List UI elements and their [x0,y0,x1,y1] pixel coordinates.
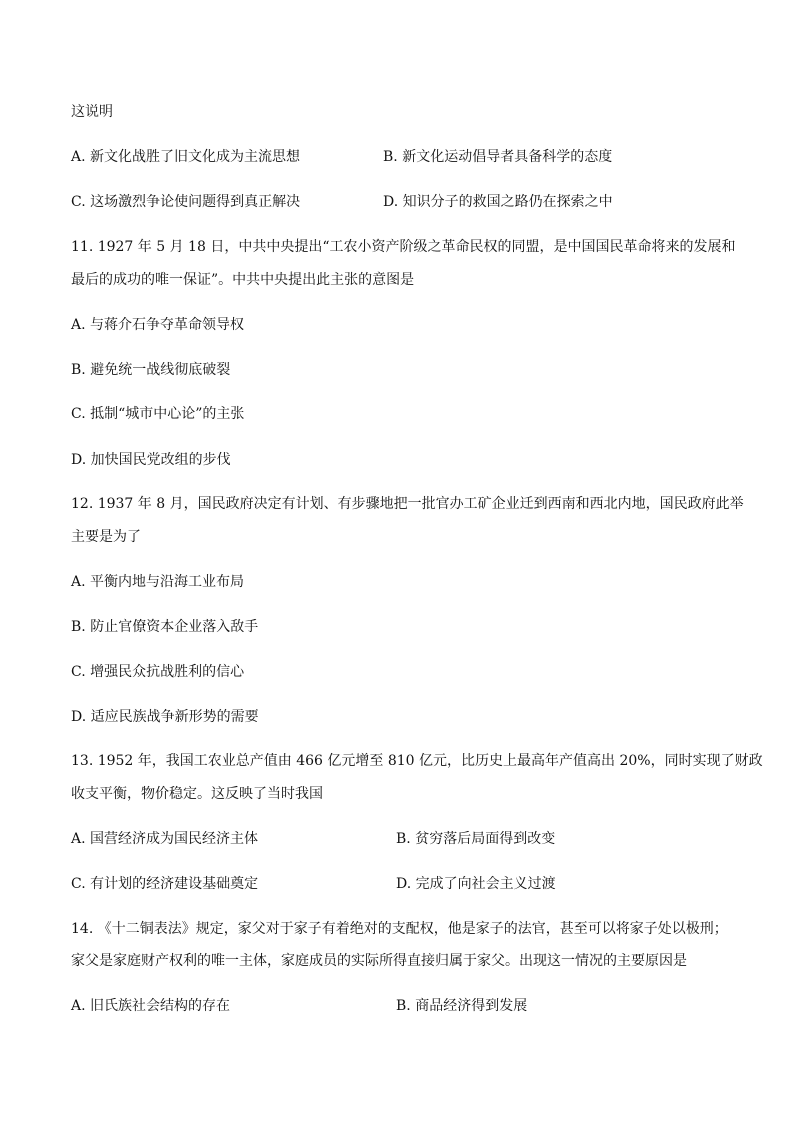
q13-option-b: B. 贫穷落后局面得到改变 [396,831,556,847]
q12-stem-line2: 主要是为了 [71,529,141,545]
q14-stem-line2: 家父是家庭财产权利的唯一主体，家庭成员的实际所得直接归属于家父。出现这一情况的主要原因是 [71,953,687,969]
q10-option-d: D. 知识分子的救国之路仍在探索之中 [383,194,613,210]
q12-option-b: B. 防止官僚资本企业落入敌手 [71,619,259,635]
q11-option-b: B. 避免统一战线彻底破裂 [71,362,231,378]
q10-option-c: C. 这场激烈争论使问题得到真正解决 [71,194,301,210]
q11-option-d: D. 加快国民党改组的步伐 [71,452,231,468]
q14-option-b: B. 商品经济得到发展 [396,998,528,1014]
q13-option-d: D. 完成了向社会主义过渡 [396,876,556,892]
q12-stem-line1: 12. 1937 年 8 月，国民政府决定有计划、有步骤地把一批官办工矿企业迁到西南和西北内地，国民政府此举 [71,496,744,512]
q10-stem-tail: 这说明 [71,104,113,120]
q11-stem-line1: 11. 1927 年 5 月 18 日，中共中央提出“工农小资产阶级之革命民权的同盟，是中国国民革命将来的发展和 [71,239,736,255]
q14-stem-line1: 14. 《十二铜表法》规定，家父对于家子有着绝对的支配权，他是家子的法官，甚至可以将家子处以极刑； [71,921,728,937]
q12-option-a: A. 平衡内地与沿海工业布局 [71,574,245,590]
q14-option-a: A. 旧氏族社会结构的存在 [71,998,231,1014]
q11-option-c: C. 抵制“城市中心论”的主张 [71,406,245,422]
q11-stem-line2: 最后的成功的唯一保证”。中共中央提出此主张的意图是 [71,272,415,288]
q13-stem-line2: 收支平衡，物价稳定。这反映了当时我国 [71,786,323,802]
q13-option-c: C. 有计划的经济建设基础奠定 [71,876,259,892]
q13-option-a: A. 国营经济成为国民经济主体 [71,831,259,847]
q13-stem-line1: 13. 1952 年，我国工农业总产值由 466 亿元增至 810 亿元，比历史上最高年产值高出 20%，同时实现了财政 [71,753,763,769]
q10-option-a: A. 新文化战胜了旧文化成为主流思想 [71,149,301,165]
q10-option-b: B. 新文化运动倡导者具备科学的态度 [383,149,613,165]
q12-option-d: D. 适应民族战争新形势的需要 [71,709,259,725]
q11-option-a: A. 与蒋介石争夺革命领导权 [71,317,245,333]
q12-option-c: C. 增强民众抗战胜利的信心 [71,664,245,680]
